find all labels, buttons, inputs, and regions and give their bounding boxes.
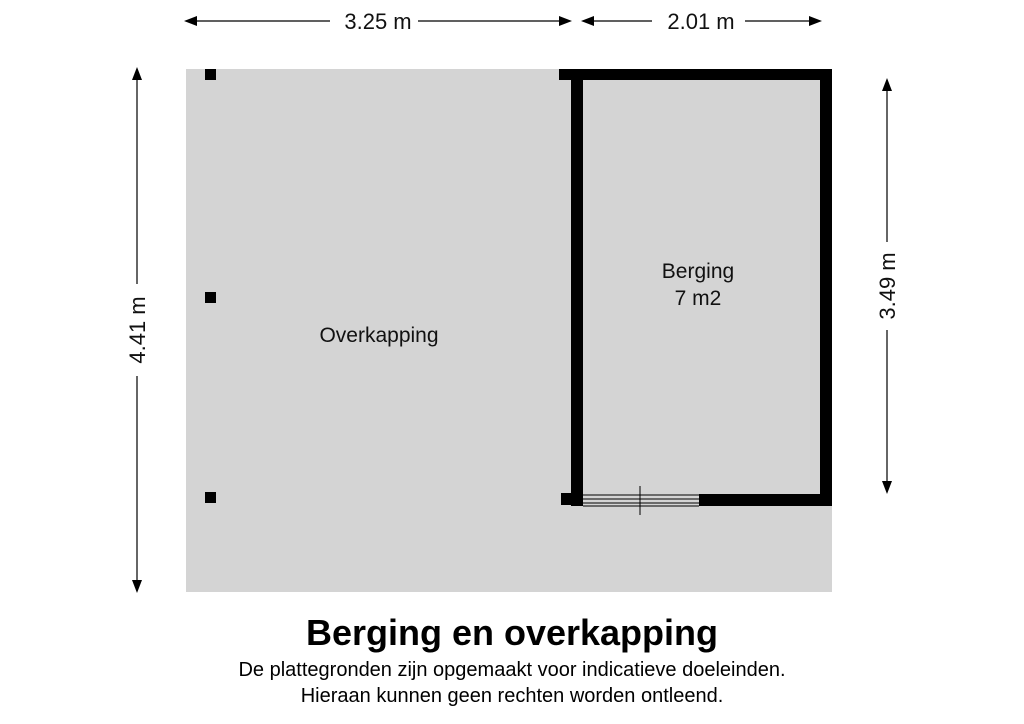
post-top (205, 69, 216, 80)
dimension-right (875, 78, 900, 494)
floor-area (186, 69, 832, 592)
dimension-top-right (581, 9, 822, 34)
dimension-label: 2.01 m (667, 9, 735, 34)
post-bottom (205, 492, 216, 503)
room-label-berging: Berging (661, 260, 735, 283)
dimension-label: 3.49 m (875, 252, 900, 320)
room-area-berging: 7 m2 (674, 287, 722, 310)
room-label-overkapping: Overkapping (319, 324, 439, 347)
dimension-left (125, 67, 150, 593)
dimension-top-left (184, 9, 572, 34)
dimension-label: 3.25 m (344, 9, 412, 34)
post-middle (205, 292, 216, 303)
disclaimer-line-1: De plattegronden zijn opgemaakt voor indicatieve doeleinden. (238, 659, 786, 681)
plan-title: Berging en overkapping (305, 612, 719, 653)
disclaimer-line-2: Hieraan kunnen geen rechten worden ontleend. (300, 685, 724, 707)
dimension-label: 4.41 m (125, 296, 150, 364)
